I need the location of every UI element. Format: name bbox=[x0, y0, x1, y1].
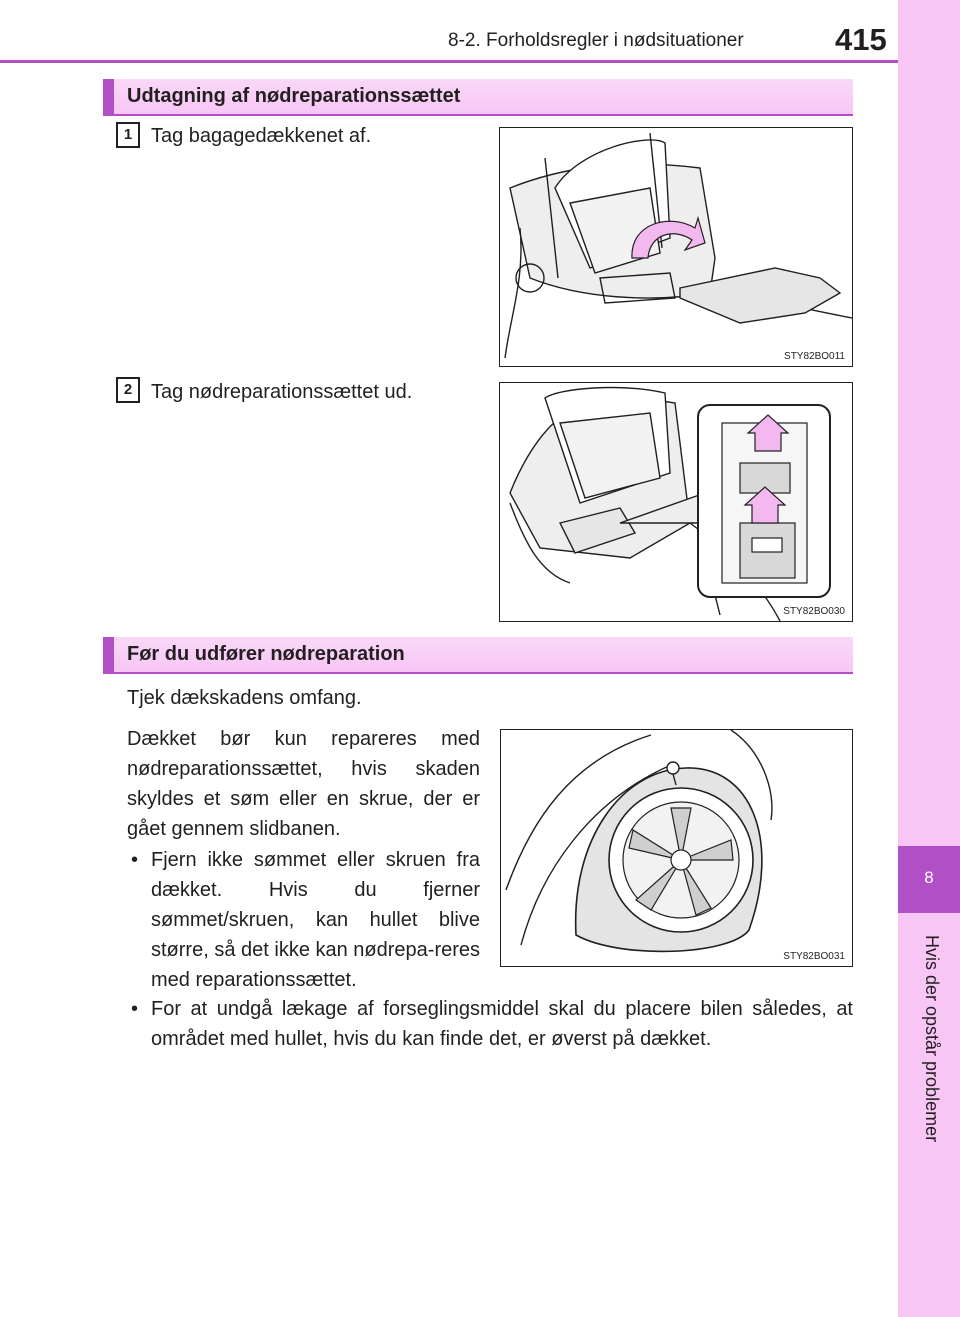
step-number-2: 2 bbox=[116, 377, 140, 403]
section-heading-before-repair bbox=[103, 637, 853, 674]
bullet-list-2 bbox=[127, 994, 853, 1054]
bullet-list-1 bbox=[127, 845, 480, 995]
chapter-number: 8 bbox=[924, 868, 934, 887]
section-accent bbox=[103, 79, 114, 114]
figure-remove-cover bbox=[499, 127, 853, 367]
step-2-text: Tag nødreparationssættet ud. bbox=[151, 381, 413, 403]
figure-remove-kit bbox=[499, 382, 853, 622]
section-title: Før du udfører nødreparation bbox=[127, 643, 405, 665]
list-item: • For at undgå lækage af forseglingsmiddel skal du placere bilen således, at området med hullet, hvis du kan finde det, er øverst på dækket. bbox=[127, 994, 853, 1054]
figure-code: STY82BO031 bbox=[783, 951, 845, 962]
section-heading-removal bbox=[103, 79, 853, 116]
section-accent bbox=[103, 637, 114, 672]
header-rule bbox=[0, 60, 898, 63]
step-number-1: 1 bbox=[116, 122, 140, 148]
figure-code: STY82BO011 bbox=[784, 351, 845, 362]
intro-text: Tjek dækskadens omfang. bbox=[127, 687, 362, 709]
figure-code: STY82BO030 bbox=[783, 606, 845, 617]
figure-tire-damage bbox=[500, 729, 853, 967]
damage-paragraph: Dækket bør kun repareres med nødreparationssættet, hvis skaden skyldes et søm eller en skrue, der er gået gennem slidbanen. bbox=[127, 728, 480, 840]
step-1-text: Tag bagagedækkenet af. bbox=[151, 125, 372, 147]
chapter-label: Hvis der opstår problemer bbox=[922, 935, 942, 1143]
page-number: 415 bbox=[835, 22, 887, 57]
car-trunk-cover-illustration bbox=[500, 128, 852, 366]
running-header: 8-2. Forholdsregler i nødsituationer bbox=[448, 30, 744, 51]
repair-kit-illustration bbox=[500, 383, 852, 621]
list-item: • Fjern ikke sømmet eller skruen fra dækket. Hvis du fjerner sømmet/skruen, kan hullet blive større, så det ikke kan nødrepa-reres med reparationssættet. bbox=[127, 845, 480, 995]
tire-with-screw-illustration bbox=[501, 730, 852, 966]
section-title: Udtagning af nødreparationssættet bbox=[127, 85, 461, 107]
